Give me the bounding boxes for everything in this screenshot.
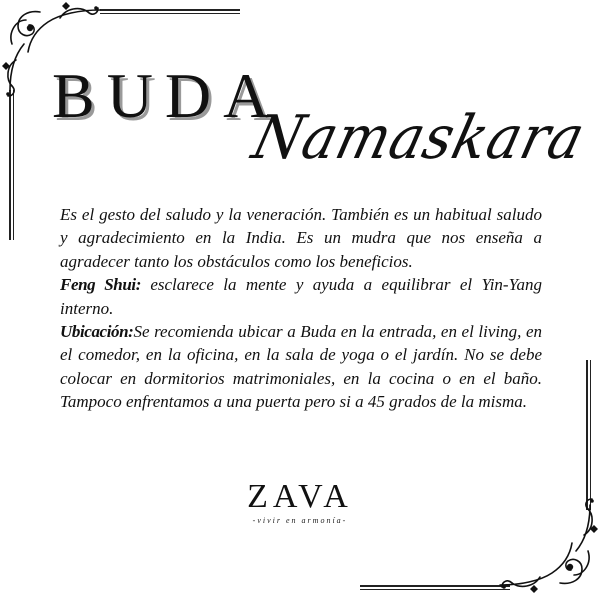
ubicacion-text: Se recomienda ubicar a Buda en la entrada, en el living, en el comedor, en la oficina, en la sala de yoga o el jardín. No se debe colocar en dormitorios matrimoniales, en la cocina o en el baño. Tampoco enfrentamos a una puerta pero si a 45 grados de la misma. — [60, 322, 542, 412]
frame-bottom-line — [360, 585, 510, 587]
title-block — [52, 60, 282, 131]
feng-shui-label: Feng Shui: — [60, 275, 141, 295]
page-title: BUDA — [52, 60, 282, 131]
intro-paragraph: Es el gesto del saludo y la veneración. También es un habitual saludo y agradecimiento en la India. Es un mudra que nos enseña a agradecer tanto los obstáculos como los beneficios. — [60, 205, 542, 271]
frame-top-line-inner — [100, 13, 240, 14]
brand-logo — [0, 480, 600, 525]
brand-tagline: -vivir en armonía- — [252, 516, 348, 525]
ubicacion-label: Ubicación: — [60, 322, 134, 342]
ubicacion-paragraph — [60, 320, 542, 414]
frame-left-line — [9, 90, 11, 240]
frame-left-line-inner — [13, 90, 14, 240]
frame-bottom-line-inner — [360, 589, 510, 590]
description-body — [60, 203, 542, 414]
page-subtitle: Namaskara — [245, 103, 592, 173]
frame-top-line — [100, 9, 240, 11]
feng-shui-text: esclarece la mente y ayuda a equilibrar el Yin-Yang interno. — [60, 275, 542, 318]
feng-shui-paragraph — [60, 273, 542, 320]
brand-name: ZAVA — [247, 478, 353, 515]
